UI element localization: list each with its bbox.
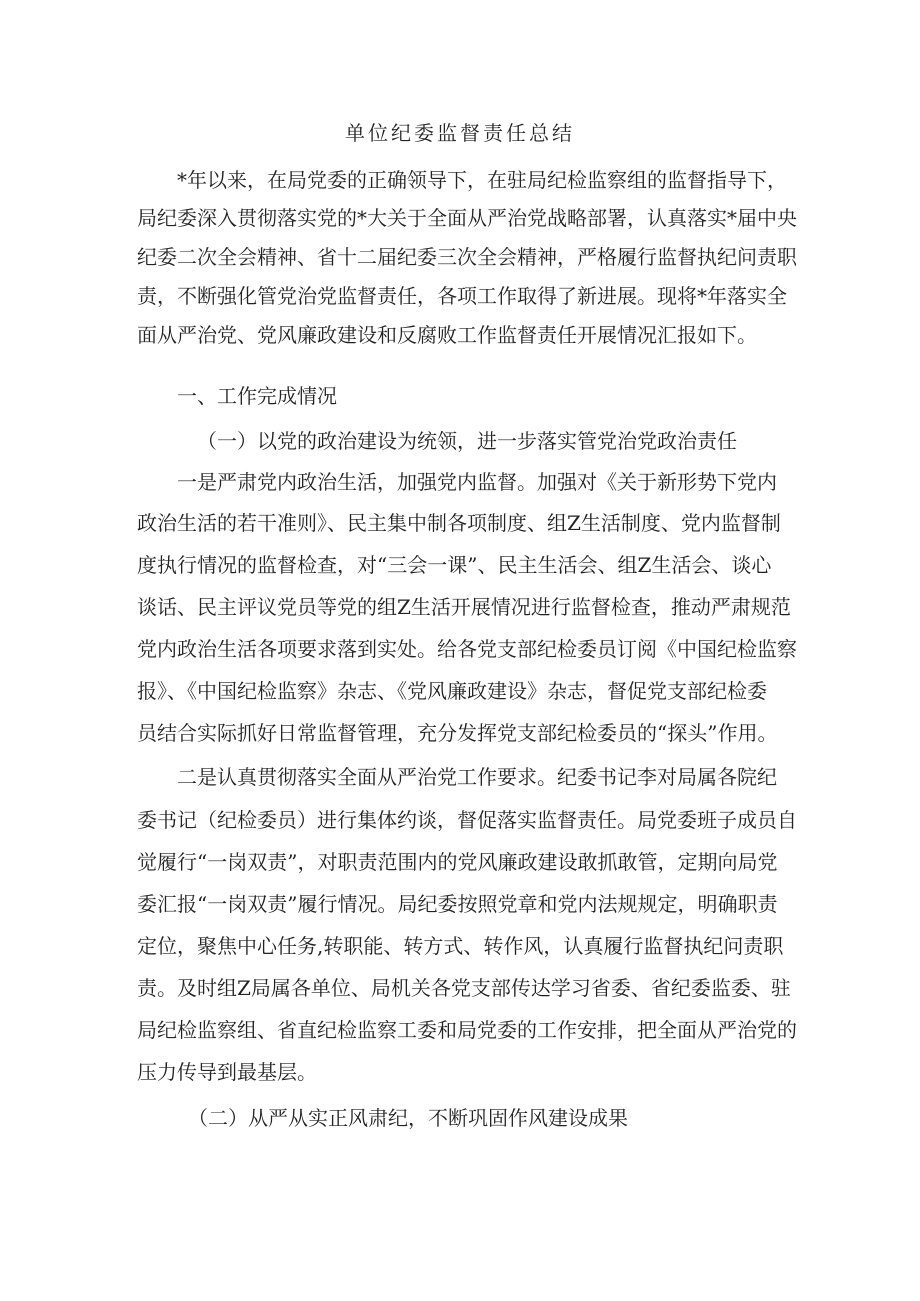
paragraph-line: 局纪委深入贯彻落实党的*大关于全面从严治党战略部署，认真落实*届中央 bbox=[137, 206, 797, 230]
paragraph-line: 面从严治党、党风廉政建设和反腐败工作监督责任开展情况汇报如下。 bbox=[137, 323, 757, 347]
paragraph-line: 政治生活的若干准则》、民主集中制各项制度、组Z生活制度、党内监督制 bbox=[137, 511, 781, 535]
paragraph-line: 谈话、民主评议党员等党的组Z生活开展情况进行监督检查，推动严肃规范 bbox=[137, 595, 791, 619]
paragraph-line: 责，不断强化管党治党监督责任，各项工作取得了新进展。现将*年落实全 bbox=[137, 284, 787, 308]
paragraph-line: 纪委二次全会精神、省十二届纪委三次全会精神，严格履行监督执纪问责职 bbox=[137, 245, 797, 269]
paragraph-line: 报》、《中国纪检监察》杂志、《党风廉政建设》杂志，督促党支部纪检委 bbox=[137, 679, 767, 703]
document-title: 单位纪委监督责任总结 bbox=[345, 121, 575, 145]
paragraph-line: 责。及时组Z局属各单位、局机关各党支部传达学习省委、省纪委监委、驻 bbox=[137, 976, 791, 1000]
paragraph-line: 二是认真贯彻落实全面从严治党工作要求。纪委书记李对局属各院纪 bbox=[177, 765, 777, 789]
paragraph-line: 局纪检监察组、省直纪检监察工委和局党委的工作安排，把全面从严治党的 bbox=[137, 1018, 797, 1042]
subsection-heading: （一）以党的政治建设为统领，进一步落实管党治党政治责任 bbox=[197, 429, 737, 453]
section-heading: 一、工作完成情况 bbox=[177, 384, 337, 408]
paragraph-line: 压力传导到最基层。 bbox=[137, 1060, 317, 1084]
paragraph-line: 党内政治生活各项要求落到实处。给各党支部纪检委员订阅《中国纪检监察 bbox=[137, 637, 797, 661]
paragraph-line: *年以来，在局党委的正确领导下，在驻局纪检监察组的监督指导下， bbox=[177, 168, 787, 192]
paragraph-line: 委汇报“一岗双责”履行情况。局纪委按照党章和党内法规规定，明确职责 bbox=[137, 892, 778, 916]
subsection-heading: （二）从严从实正风肃纪，不断巩固作风建设成果 bbox=[188, 1106, 628, 1130]
paragraph-line: 委书记（纪检委员）进行集体约谈，督促落实监督责任。局党委班子成员自 bbox=[137, 808, 797, 832]
paragraph-line: 觉履行“一岗双责”，对职责范围内的党风廉政建设敢抓敢管，定期向局党 bbox=[137, 850, 778, 874]
paragraph-line: 度执行情况的监督检查，对“三会一课”、民主生活会、组Z生活会、谈心 bbox=[137, 553, 772, 577]
paragraph-line: 员结合实际抓好日常监督管理，充分发挥党支部纪检委员的“探头”作用。 bbox=[137, 721, 778, 745]
paragraph-line: 定位，聚焦中心任务,转职能、转方式、转作风，认真履行监督执纪问责职 bbox=[137, 934, 784, 958]
paragraph-line: 一是严肃党内政治生活，加强党内监督。加强对《关于新形势下党内 bbox=[177, 470, 777, 494]
